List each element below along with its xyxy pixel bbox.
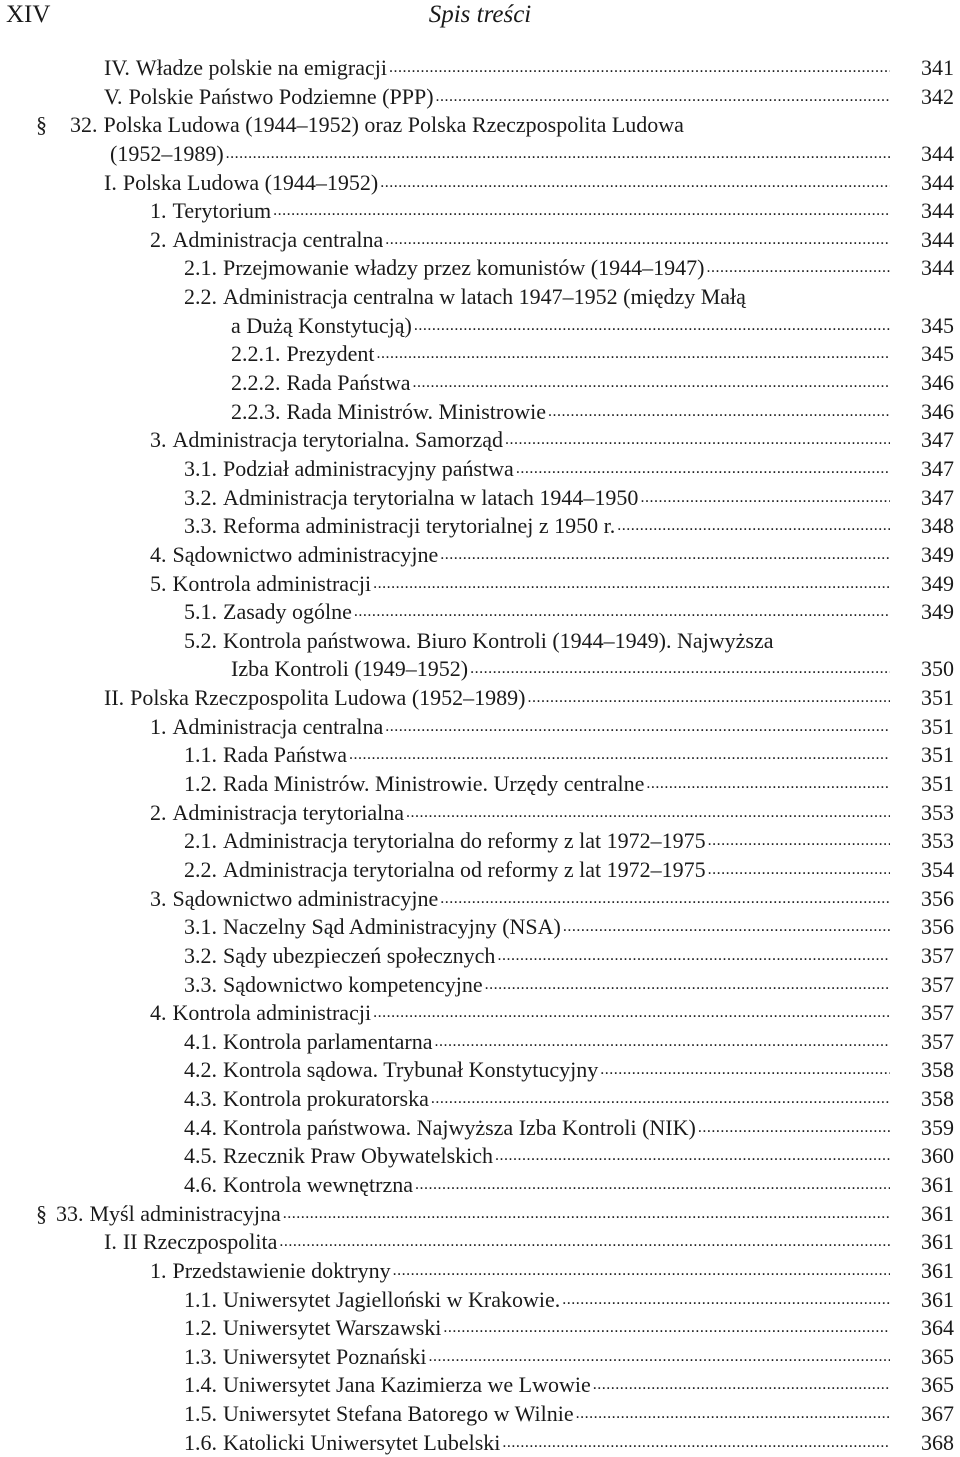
- page-ref: 346: [921, 398, 954, 424]
- dot-leader: [385, 226, 890, 255]
- dot-leader: [617, 512, 890, 541]
- entry-number: 32.: [70, 112, 98, 138]
- dot-leader: [385, 713, 890, 742]
- page-ref: 353: [921, 799, 954, 825]
- dot-leader: [562, 1286, 890, 1315]
- toc-entry[interactable]: [0, 197, 960, 226]
- entry-number: 4.6.: [184, 1171, 217, 1197]
- page-ref: 353: [921, 828, 954, 854]
- entry-number: 1.4.: [184, 1372, 217, 1398]
- entry-title: Naczelny Sąd Administracyjny (NSA): [223, 914, 561, 940]
- entry-number: 4.4.: [184, 1114, 217, 1140]
- entry-number: 1.: [150, 1257, 167, 1283]
- page-ref: 344: [921, 226, 954, 252]
- page-ref: 351: [921, 713, 954, 739]
- entry-title: Reforma administracji terytorialnej z 1950 r.: [223, 513, 616, 539]
- page-ref: 358: [921, 1086, 954, 1112]
- entry-title: Administracja terytorialna. Samorząd: [172, 427, 503, 453]
- dot-leader: [502, 1429, 890, 1457]
- page-ref: 359: [921, 1114, 954, 1140]
- entry-title: Rada Państwa: [223, 742, 348, 768]
- page-ref: 361: [921, 1229, 954, 1255]
- page-ref: 344: [921, 198, 954, 224]
- toc-entry[interactable]: [0, 1371, 960, 1400]
- entry-title: Administracja terytorialna w latach 1944–1950: [223, 484, 639, 510]
- toc-entry[interactable]: [0, 1257, 960, 1286]
- dot-leader: [406, 799, 890, 828]
- entry-number: I.: [104, 1229, 117, 1255]
- entry-number: 2.1.: [184, 828, 217, 854]
- page-ref: 349: [921, 541, 954, 567]
- page-ref: 351: [921, 742, 954, 768]
- toc-entry[interactable]: [0, 312, 960, 341]
- toc-entry[interactable]: [0, 169, 960, 198]
- page-ref: 349: [921, 570, 954, 596]
- entry-number: 5.1.: [184, 599, 217, 625]
- toc-entry[interactable]: [0, 484, 960, 513]
- entry-number: 1.: [150, 713, 167, 739]
- entry-number: IV.: [104, 55, 130, 80]
- entry-number: 3.1.: [184, 455, 217, 481]
- entry-title: Sądy ubezpieczeń społecznych: [223, 942, 496, 968]
- entry-number: 2.2.: [184, 856, 217, 882]
- page-ref: 351: [921, 685, 954, 711]
- page-ref: 354: [921, 856, 954, 882]
- entry-number: II.: [104, 685, 125, 711]
- toc-entry[interactable]: [0, 1400, 960, 1429]
- entry-title: Uniwersytet Jana Kazimierza we Lwowie: [223, 1372, 591, 1398]
- page-ref: 357: [921, 971, 954, 997]
- toc-entry[interactable]: [0, 340, 960, 369]
- dot-leader: [415, 1171, 890, 1200]
- entry-number: 4.2.: [184, 1057, 217, 1083]
- dot-leader: [354, 598, 890, 627]
- entry-number: 4.: [150, 1000, 167, 1026]
- toc-entry[interactable]: [0, 741, 960, 770]
- entry-title: Rada Państwa: [286, 370, 411, 396]
- toc-entry[interactable]: [0, 1228, 960, 1257]
- dot-leader: [563, 913, 890, 942]
- table-of-contents: [0, 54, 960, 1457]
- page-ref: 347: [921, 427, 954, 453]
- page-ref: 348: [921, 513, 954, 539]
- page-ref: 346: [921, 370, 954, 396]
- entry-number: 2.2.1.: [231, 341, 281, 367]
- entry-title: Uniwersytet Warszawski: [223, 1315, 442, 1341]
- entry-number: 3.: [150, 427, 167, 453]
- entry-title: Władze polskie na emigracji: [135, 55, 387, 80]
- toc-entry[interactable]: [0, 655, 960, 684]
- entry-number: 1.: [150, 198, 167, 224]
- dot-leader: [373, 999, 890, 1028]
- page-ref: 361: [921, 1200, 954, 1226]
- running-title: Spis treści: [428, 1, 532, 28]
- entry-title: Kontrola parlamentarna: [223, 1028, 433, 1054]
- entry-title: Uniwersytet Poznański: [223, 1343, 427, 1369]
- dot-leader: [600, 1056, 890, 1085]
- page-ref: 350: [921, 656, 954, 682]
- toc-entry[interactable]: [0, 54, 960, 83]
- toc-entry[interactable]: [0, 856, 960, 885]
- toc-entry[interactable]: [0, 1114, 960, 1143]
- toc-entry[interactable]: [0, 1085, 960, 1114]
- entry-title: Kontrola wewnętrzna: [223, 1171, 413, 1197]
- dot-leader: [576, 1400, 890, 1429]
- entry-title: Administracja centralna w latach 1947–1952 (między Małą: [223, 284, 746, 310]
- entry-title: Polska Rzeczpospolita Ludowa (1952–1989): [130, 685, 526, 711]
- entry-title: Podział administracyjny państwa: [223, 455, 514, 481]
- page-ref: 345: [921, 312, 954, 338]
- entry-title: Sądownictwo administracyjne: [172, 885, 439, 911]
- page-ref: 361: [921, 1171, 954, 1197]
- toc-entry[interactable]: [0, 713, 960, 742]
- entry-number: 4.: [150, 541, 167, 567]
- entry-title: II Rzeczpospolita: [122, 1229, 278, 1255]
- dot-leader: [413, 369, 890, 398]
- dot-leader: [283, 1200, 890, 1229]
- dot-leader: [380, 169, 890, 198]
- toc-entry[interactable]: [0, 1314, 960, 1343]
- dot-leader: [495, 1142, 890, 1171]
- entry-number: 1.6.: [184, 1429, 217, 1455]
- toc-entry[interactable]: [0, 426, 960, 455]
- entry-title: Administracja terytorialna od reformy z lat 1972–1975: [223, 856, 706, 882]
- dot-leader: [389, 54, 890, 83]
- entry-number: 1.3.: [184, 1343, 217, 1369]
- entry-title: Kontrola prokuratorska: [223, 1086, 429, 1112]
- entry-number: 5.2.: [184, 627, 217, 653]
- toc-entry[interactable]: [0, 999, 960, 1028]
- entry-number: 3.3.: [184, 971, 217, 997]
- entry-title: Myśl administracyjna: [89, 1200, 281, 1226]
- entry-number: 2.1.: [184, 255, 217, 281]
- page-ref: 358: [921, 1057, 954, 1083]
- toc-entry[interactable]: [0, 83, 960, 112]
- entry-title: Izba Kontroli (1949–1952): [231, 656, 469, 682]
- page-ref: 357: [921, 1028, 954, 1054]
- entry-title: Przedstawienie doktryny: [172, 1257, 391, 1283]
- toc-entry[interactable]: [0, 570, 960, 599]
- entry-number: 2.2.3.: [231, 398, 281, 424]
- page-ref: 344: [921, 169, 954, 195]
- page-ref: 357: [921, 942, 954, 968]
- entry-title: Kontrola administracji: [172, 570, 372, 596]
- dot-leader: [440, 541, 890, 570]
- toc-entry[interactable]: [0, 971, 960, 1000]
- entry-number: I.: [104, 169, 117, 195]
- entry-number: 3.3.: [184, 513, 217, 539]
- entry-number: 1.1.: [184, 742, 217, 768]
- entry-number: 4.3.: [184, 1086, 217, 1112]
- dot-leader: [226, 140, 890, 169]
- dot-leader: [505, 426, 890, 455]
- toc-entry[interactable]: [0, 1028, 960, 1057]
- section-symbol: §: [36, 112, 47, 138]
- dot-leader: [516, 455, 890, 484]
- toc-entry[interactable]: [0, 913, 960, 942]
- entry-number: V.: [104, 83, 123, 109]
- dot-leader: [698, 1114, 890, 1143]
- toc-entry[interactable]: [0, 1056, 960, 1085]
- toc-entry[interactable]: [0, 885, 960, 914]
- entry-title: Katolicki Uniwersytet Lubelski: [223, 1429, 501, 1455]
- page-ref: 364: [921, 1315, 954, 1341]
- entry-number: 2.2.: [184, 284, 217, 310]
- entry-title: Administracja centralna: [172, 713, 384, 739]
- toc-entry[interactable]: [0, 254, 960, 283]
- toc-entry[interactable]: [0, 1142, 960, 1171]
- toc-entry[interactable]: [0, 1200, 960, 1229]
- section-symbol: §: [36, 1200, 47, 1226]
- entry-title: Uniwersytet Stefana Batorego w Wilnie: [223, 1401, 574, 1427]
- dot-leader: [497, 942, 890, 971]
- dot-leader: [640, 484, 890, 513]
- entry-title: Prezydent: [286, 341, 375, 367]
- entry-title: (1952–1989): [110, 140, 224, 166]
- page-ref: 365: [921, 1372, 954, 1398]
- toc-entry[interactable]: [0, 512, 960, 541]
- page-ref: 342: [921, 83, 954, 109]
- dot-leader: [373, 570, 890, 599]
- entry-title: Sądownictwo kompetencyjne: [223, 971, 483, 997]
- dot-leader: [414, 312, 890, 341]
- entry-title: Polskie Państwo Podziemne (PPP): [128, 83, 434, 109]
- entry-title: Kontrola państwowa. Najwyższa Izba Kontroli (NIK): [223, 1114, 696, 1140]
- dot-leader: [646, 770, 890, 799]
- dot-leader: [470, 655, 890, 684]
- dot-leader: [593, 1371, 890, 1400]
- entry-number: 2.: [150, 226, 167, 252]
- page-ref: 356: [921, 914, 954, 940]
- toc-entry[interactable]: [0, 799, 960, 828]
- page-ref: 344: [921, 140, 954, 166]
- dot-leader: [485, 971, 890, 1000]
- page-ref: 360: [921, 1143, 954, 1169]
- entry-title: Kontrola sądowa. Trybunał Konstytucyjny: [223, 1057, 599, 1083]
- entry-number: 1.1.: [184, 1286, 217, 1312]
- toc-entry[interactable]: [0, 140, 960, 169]
- entry-title: Terytorium: [172, 198, 272, 224]
- page-ref: 341: [921, 55, 954, 80]
- toc-entry[interactable]: [0, 369, 960, 398]
- entry-number: 4.1.: [184, 1028, 217, 1054]
- page-ref: 351: [921, 771, 954, 797]
- dot-leader: [435, 1028, 890, 1057]
- entry-title: Polska Ludowa (1944–1952): [122, 169, 379, 195]
- entry-title: Administracja centralna: [172, 226, 384, 252]
- entry-number: 3.: [150, 885, 167, 911]
- toc-entry[interactable]: [0, 942, 960, 971]
- toc-entry[interactable]: [0, 541, 960, 570]
- dot-leader: [428, 1343, 890, 1372]
- entry-title: Uniwersytet Jagielloński w Krakowie.: [223, 1286, 561, 1312]
- page-ref: 347: [921, 455, 954, 481]
- entry-title: Sądownictwo administracyjne: [172, 541, 439, 567]
- page-ref: 368: [921, 1429, 954, 1455]
- dot-leader: [273, 197, 890, 226]
- dot-leader: [279, 1228, 890, 1257]
- toc-entry[interactable]: [0, 1343, 960, 1372]
- entry-number: 5.: [150, 570, 167, 596]
- toc-entry[interactable]: [0, 770, 960, 799]
- entry-number: 2.: [150, 799, 167, 825]
- dot-leader: [436, 83, 890, 112]
- toc-entry[interactable]: [0, 1171, 960, 1200]
- page-ref: 361: [921, 1286, 954, 1312]
- entry-number: 3.1.: [184, 914, 217, 940]
- entry-number: 4.5.: [184, 1143, 217, 1169]
- entry-title: Rada Ministrów. Ministrowie. Urzędy centralne: [223, 771, 645, 797]
- page-ref: 344: [921, 255, 954, 281]
- page-ref: 357: [921, 1000, 954, 1026]
- entry-number: 3.2.: [184, 942, 217, 968]
- page-header: [0, 0, 960, 30]
- page-ref: 345: [921, 341, 954, 367]
- toc-entry[interactable]: [0, 627, 960, 656]
- dot-leader: [349, 741, 890, 770]
- page-ref: 361: [921, 1257, 954, 1283]
- page-ref: 365: [921, 1343, 954, 1369]
- toc-entry[interactable]: [0, 455, 960, 484]
- entry-number: 1.2.: [184, 1315, 217, 1341]
- entry-number: 1.2.: [184, 771, 217, 797]
- toc-entry[interactable]: [0, 398, 960, 427]
- toc-entry[interactable]: [0, 283, 960, 312]
- toc-entry[interactable]: [0, 684, 960, 713]
- dot-leader: [443, 1314, 890, 1343]
- dot-leader: [393, 1257, 890, 1286]
- entry-title: Rada Ministrów. Ministrowie: [286, 398, 546, 424]
- entry-number: 3.2.: [184, 484, 217, 510]
- dot-leader: [440, 885, 890, 914]
- page-ref: 367: [921, 1401, 954, 1427]
- toc-entry[interactable]: [0, 1429, 960, 1457]
- entry-title: Przejmowanie władzy przez komunistów (1944–1947): [223, 255, 705, 281]
- entry-title: a Dużą Konstytucją): [231, 312, 412, 338]
- dot-leader: [708, 856, 890, 885]
- toc-entry[interactable]: [0, 111, 960, 140]
- dot-leader: [527, 684, 890, 713]
- toc-entry[interactable]: [0, 827, 960, 856]
- entry-title: Polska Ludowa (1944–1952) oraz Polska Rzeczpospolita Ludowa: [103, 112, 684, 138]
- toc-entry[interactable]: [0, 226, 960, 255]
- entry-number: 1.5.: [184, 1401, 217, 1427]
- dot-leader: [431, 1085, 890, 1114]
- dot-leader: [708, 827, 890, 856]
- entry-title: Administracja terytorialna do reformy z lat 1972–1975: [223, 828, 706, 854]
- page-ref: 347: [921, 484, 954, 510]
- dot-leader: [706, 254, 890, 283]
- page-number: XIV: [6, 1, 51, 28]
- page-ref: 349: [921, 599, 954, 625]
- toc-entry[interactable]: [0, 598, 960, 627]
- entry-title: Zasady ogólne: [223, 599, 352, 625]
- entry-title: Rzecznik Praw Obywatelskich: [223, 1143, 494, 1169]
- entry-title: Kontrola państwowa. Biuro Kontroli (1944–1949). Najwyższa: [223, 627, 774, 653]
- dot-leader: [376, 340, 890, 369]
- toc-entry[interactable]: [0, 1286, 960, 1315]
- page-ref: 356: [921, 885, 954, 911]
- entry-title: Administracja terytorialna: [172, 799, 405, 825]
- entry-number: 33.: [56, 1200, 84, 1226]
- entry-title: Kontrola administracji: [172, 1000, 372, 1026]
- entry-number: 2.2.2.: [231, 370, 281, 396]
- dot-leader: [548, 398, 890, 427]
